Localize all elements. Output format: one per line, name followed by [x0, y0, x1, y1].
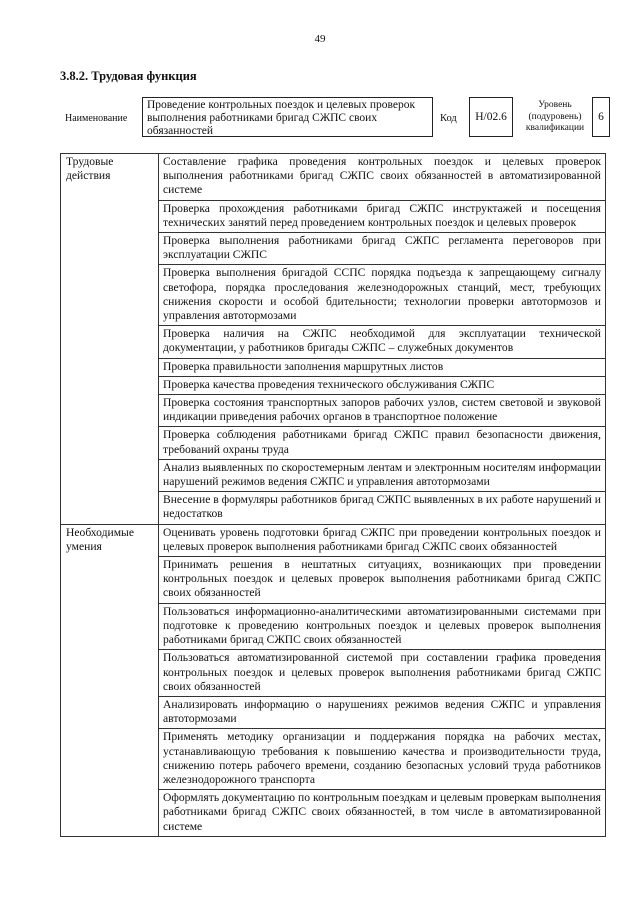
- table-cell-item: Проверка выполнения работниками бригад СЖПС регламента переговоров при эксплуатации СЖПС: [159, 233, 606, 265]
- table-cell-item: Проверка прохождения работниками бригад СЖПС инструктажей и посещения технических занятий перед проведением контрольных поездок и целевых проверок: [159, 200, 606, 232]
- table-cell-item: Анализ выявленных по скоростемерным лентам и электронным носителям информации нарушений режимов ведения СЖПС и управления автотормозами: [159, 459, 606, 491]
- table-cell-item: Пользоваться автоматизированной системой при составлении графика проведения контрольных поездок и целевых проверок выполнения работниками бригад СЖПС своих обязанностей: [159, 650, 606, 697]
- function-header: [60, 97, 610, 137]
- table-cell-item: Проверка качества проведения технического обслуживания СЖПС: [159, 376, 606, 394]
- table-cell-item: Пользоваться информационно-аналитическими автоматизированными системами при подготовке к проведению контрольных поездок и целевых проверок выполнения работниками бригад СЖПС своих обязанностей: [159, 603, 606, 650]
- table-cell-item: Оценивать уровень подготовки бригад СЖПС при проведении контрольных поездок и целевых проверок выполнения работниками бригад СЖПС своих обязанностей: [159, 524, 606, 556]
- function-code: H/02.6: [469, 97, 513, 137]
- code-label: Код: [440, 113, 457, 124]
- function-name: Проведение контрольных поездок и целевых проверок выполнения работниками бригад СЖПС своих обязанностей: [142, 97, 433, 137]
- section-title: 3.8.2. Трудовая функция: [60, 69, 197, 83]
- table-cell-item: Анализировать информацию о нарушениях режимов ведения СЖПС и управления автотормозами: [159, 696, 606, 728]
- table-cell-item: Принимать решения в нештатных ситуациях, возникающих при проведении контрольных поездок и целевых проверок выполнения работниками бригад СЖПС своих обязанностей: [159, 557, 606, 604]
- table-cell-item: Применять методику организации и поддержания порядка на рабочих местах, устанавливающую требования к повышению качества и производительности труда, снижению потерь рабочего времени, созданию безопасных условий труда работников железнодорожного транспорта: [159, 729, 606, 790]
- table-row: [61, 524, 606, 556]
- section-category: Трудовые действия: [61, 154, 159, 525]
- table-cell-item: Внесение в формуляры работников бригад СЖПС выявленных в их работе нарушений и недостатков: [159, 492, 606, 524]
- function-table: [60, 153, 606, 837]
- table-cell-item: Проверка выполнения бригадой ССПС порядка подъезда к запрещающему сигналу светофора, порядка проследования железнодорожных станций, мест, требующих снижения скорости и особой бдительности; технологии проверки автотормозов и управления автотормозами: [159, 265, 606, 326]
- page-number: 49: [314, 33, 326, 45]
- qualification-level: 6: [592, 97, 610, 137]
- table-row: [61, 154, 606, 201]
- table-cell-item: Составление графика проведения контрольных поездок и целевых проверок выполнения работниками бригад СЖПС своих обязанностей в автоматизированной системе: [159, 154, 606, 201]
- section-category: Необходимые умения: [61, 524, 159, 836]
- qualification-level-label: Уровень (подуровень) квалификации: [525, 100, 585, 133]
- name-label: Наименование: [65, 113, 128, 124]
- table-cell-item: Проверка правильности заполнения маршрутных листов: [159, 358, 606, 376]
- table-cell-item: Проверка состояния транспортных запоров рабочих узлов, систем световой и звуковой индикации приведения рабочих органов в транспортное положение: [159, 395, 606, 427]
- table-cell-item: Проверка наличия на СЖПС необходимой для эксплуатации технической документации, у работников бригады СЖПС – служебных документов: [159, 326, 606, 358]
- table-cell-item: Оформлять документацию по контрольным поездкам и целевым проверкам выполнения работниками бригад СЖПС своих обязанностей, в том числе в автоматизированной системе: [159, 790, 606, 837]
- table-cell-item: Проверка соблюдения работниками бригад СЖПС правил безопасности движения, требований охраны труда: [159, 427, 606, 459]
